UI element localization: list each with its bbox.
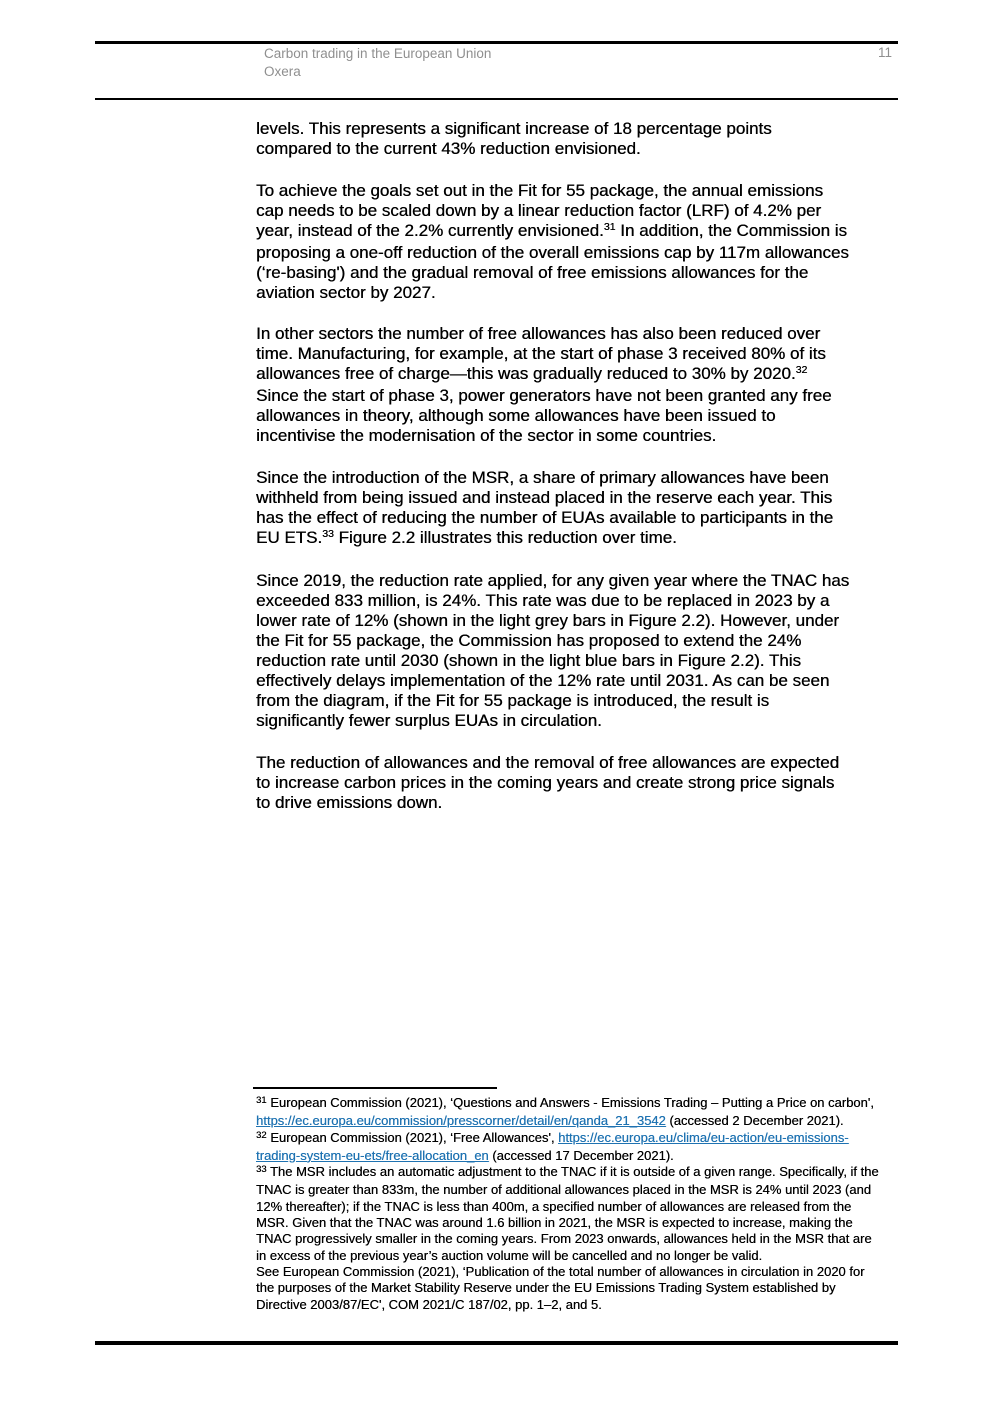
text-run: exceeded 833 million, is 24%. This rate was due to be replaced in 2023 by a: [256, 591, 830, 610]
text-line: [256, 119, 956, 139]
text-run: significantly fewer surplus EUAs in circulation.: [256, 711, 602, 730]
text-line: [256, 671, 956, 691]
text-line: [256, 181, 956, 201]
text-line: [256, 1231, 956, 1247]
text-run: proposing a one-off reduction of the overall emissions cap by 117m allowances: [256, 242, 849, 262]
text-line: [256, 1164, 956, 1182]
text-run: European Commission (2021), ‘Questions and Answers - Emissions Trading – Putting a Price on carbon',: [266, 1095, 874, 1110]
text-line: [256, 406, 956, 426]
text-run: MSR. Given that the TNAC was around 1.6 billion in 2021, the MSR is expected to increase, making the: [256, 1215, 853, 1231]
text-run: (‘re-basing') and the gradual removal of free emissions allowances for the: [256, 262, 809, 282]
text-line: [256, 508, 956, 528]
text-run: effectively delays implementation of the 12% rate until 2031. As can be seen: [256, 671, 830, 690]
text-run: to drive emissions down.: [256, 792, 443, 812]
footnote-number: 33: [256, 1164, 267, 1176]
text-run: allowances free of charge—this was gradually reduced to 30% by 2020.: [256, 364, 796, 383]
footnote-reference: 33: [322, 527, 334, 540]
text-line: [256, 611, 956, 631]
text-line: [256, 591, 956, 611]
text-run: allowances in theory, although some allowances have been issued to: [256, 406, 776, 425]
text-run: TNAC is greater than 833m, the number of additional allowances placed in the MSR is 24% until 2023 (and: [256, 1182, 871, 1198]
text-line: [256, 364, 956, 386]
body-paragraph: [256, 119, 956, 159]
text-run: withheld from being issued and instead placed in the reserve each year. This: [256, 487, 833, 507]
text-run: year, instead of the 2.2% currently envisioned.: [256, 220, 604, 240]
body-text: [256, 119, 956, 834]
text-run: Since 2019, the reduction rate applied, for any given year where the TNAC has: [256, 571, 850, 590]
footnote: [256, 1095, 956, 1130]
text-line: [256, 488, 956, 508]
text-run: from the diagram, if the Fit for 55 package is introduced, the result is: [256, 691, 770, 710]
text-line: [256, 386, 956, 406]
footnote-reference: 31: [603, 220, 616, 233]
text-run: (accessed 17 December 2021).: [488, 1147, 674, 1163]
text-run: the purposes of the Market Stability Reserve under the EU Emissions Trading System established by: [256, 1280, 836, 1296]
text-line: [256, 324, 956, 344]
text-line: [256, 528, 956, 550]
text-run: has the effect of reducing the number of EUAs available to participants in the: [256, 507, 834, 527]
footnote-number: 32: [256, 1129, 267, 1141]
text-line: [256, 651, 956, 671]
body-paragraph: [256, 571, 956, 731]
text-run: To achieve the goals set out in the Fit for 55 package, the annual emissions: [256, 180, 824, 200]
text-run: TNAC progressively smaller in the coming years. From 2023 onwards, allowances held in the MSR that are: [256, 1231, 872, 1247]
text-run: European Commission (2021), ‘Free Allowances',: [266, 1129, 559, 1145]
org-name: Oxera: [264, 63, 301, 79]
text-line: [256, 344, 956, 364]
body-paragraph: [256, 468, 956, 550]
text-line: [256, 263, 956, 283]
text-line: [256, 1199, 956, 1215]
text-line: [256, 1148, 956, 1164]
text-run: to increase carbon prices in the coming years and create strong price signals: [256, 772, 835, 792]
text-run: In other sectors the number of free allowances has also been reduced over: [256, 324, 821, 343]
text-line: [256, 1095, 956, 1113]
text-run: EU ETS.: [256, 527, 323, 547]
hyperlink[interactable]: https://ec.europa.eu/clima/eu-action/eu-emissions-: [558, 1129, 849, 1145]
page-header: [264, 45, 491, 80]
text-line: [256, 139, 956, 159]
hyperlink[interactable]: trading-system-eu-ets/free-allocation_en: [256, 1147, 489, 1163]
text-run: incentivise the modernisation of the sector in some countries.: [256, 426, 717, 445]
text-line: [256, 1248, 956, 1264]
footnote-reference: 32: [795, 364, 808, 376]
text-line: [256, 221, 956, 243]
text-line: [256, 468, 956, 488]
footnote: [256, 1164, 956, 1313]
text-run: In addition, the Commission is: [615, 220, 847, 240]
text-line: [256, 773, 956, 793]
text-run: The reduction of allowances and the removal of free allowances are expected: [256, 752, 840, 772]
text-run: cap needs to be scaled down by a linear reduction factor (LRF) of 4.2% per: [256, 200, 822, 220]
text-line: [256, 1215, 956, 1231]
footnote: [256, 1130, 956, 1165]
text-run: See European Commission (2021), ‘Publication of the total number of allowances in circulation in 2020 for: [256, 1263, 865, 1279]
text-line: [256, 691, 956, 711]
document-title: Carbon trading in the European Union: [264, 46, 492, 61]
text-run: aviation sector by 2027.: [256, 282, 436, 302]
body-paragraph: [256, 181, 956, 303]
text-line: [256, 711, 956, 731]
text-run: reduction rate until 2030 (shown in the light blue bars in Figure 2.2). This: [256, 651, 801, 670]
page-number: 11: [877, 45, 892, 60]
text-line: [256, 793, 956, 813]
text-line: [256, 631, 956, 651]
text-line: [256, 753, 956, 773]
body-paragraph: [256, 324, 956, 446]
text-line: [256, 243, 956, 263]
hyperlink[interactable]: https://ec.europa.eu/commission/presscorner/detail/en/qanda_21_3542: [256, 1113, 666, 1129]
text-run: The MSR includes an automatic adjustment to the TNAC if it is outside of a given range. Specifically, if the: [266, 1164, 879, 1180]
text-line: [256, 1113, 956, 1129]
text-run: Since the introduction of the MSR, a share of primary allowances have been: [256, 467, 829, 487]
text-line: [256, 571, 956, 591]
text-line: [256, 1182, 956, 1198]
footnote-separator: [253, 1087, 497, 1089]
text-run: lower rate of 12% (shown in the light grey bars in Figure 2.2). However, under: [256, 611, 840, 630]
text-line: [256, 1264, 956, 1280]
page-bottom-rule: [95, 1341, 898, 1345]
text-run: the Fit for 55 package, the Commission has proposed to extend the 24%: [256, 631, 802, 650]
text-run: in excess of the previous year’s auction volume will be cancelled and no longer be valid.: [256, 1247, 763, 1263]
footnote-number: 31: [256, 1095, 267, 1106]
footnotes: [256, 1095, 956, 1313]
body-paragraph: [256, 753, 956, 813]
header-top-rule: [95, 41, 898, 44]
text-line: [256, 1280, 956, 1296]
text-run: 12% thereafter); if the TNAC is less than 400m, a specified number of allowances are released from the: [256, 1198, 852, 1214]
text-run: Since the start of phase 3, power generators have not been granted any free: [256, 386, 832, 405]
text-run: Directive 2003/87/EC', COM 2021/C 187/02, pp. 1–2, and 5.: [256, 1296, 602, 1312]
text-run: compared to the current 43% reduction envisioned.: [256, 139, 641, 158]
text-line: [256, 426, 956, 446]
text-run: (accessed 2 December 2021).: [665, 1113, 844, 1129]
text-run: time. Manufacturing, for example, at the start of phase 3 received 80% of its: [256, 344, 826, 363]
text-line: [256, 1297, 956, 1313]
text-line: [256, 201, 956, 221]
text-line: [256, 1130, 956, 1148]
text-run: Figure 2.2 illustrates this reduction over time.: [333, 527, 677, 547]
header-bottom-rule: [95, 98, 898, 100]
text-run: levels. This represents a significant increase of 18 percentage points: [256, 119, 772, 138]
text-line: [256, 283, 956, 303]
